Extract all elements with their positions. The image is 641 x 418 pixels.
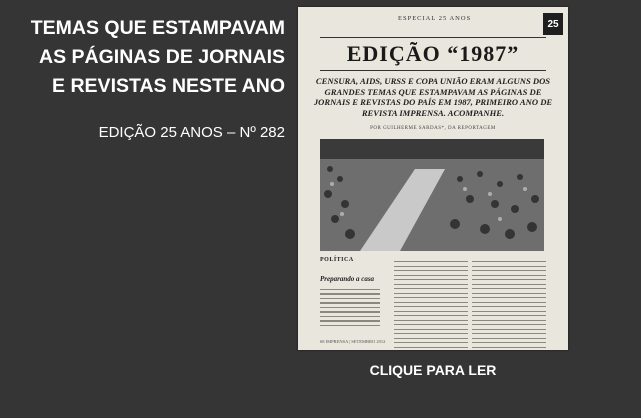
edition-label: EDIÇÃO 25 ANOS – Nº 282	[98, 124, 285, 141]
article-column-left	[320, 257, 380, 326]
article-column	[472, 258, 546, 348]
cover-byline: POR GUILHERME SARDAS*, DA REPORTAGEM	[370, 126, 496, 131]
cover-kicker: ESPECIAL 25 ANOS	[398, 15, 472, 22]
headline-line: TEMAS QUE ESTAMPAVAM	[30, 17, 285, 39]
article-column	[394, 258, 468, 348]
divider	[320, 37, 546, 38]
cover-title: EDIÇÃO “1987”	[346, 41, 520, 66]
magazine-cover-link[interactable]	[298, 7, 568, 350]
crowd-photo-image	[320, 139, 544, 251]
headline	[5, 14, 285, 101]
cover-footer: 68 IMPRENSA | SETEMBRO 2012	[320, 339, 386, 344]
section-label: POLÍTICA	[320, 257, 354, 263]
headline-line: AS PÁGINAS DE JORNAIS	[39, 46, 285, 68]
article-subhead: Preparando a casa	[320, 275, 375, 283]
logo-25-icon: 25	[543, 13, 563, 35]
crowd-photo	[320, 139, 544, 251]
divider	[320, 70, 546, 71]
read-button[interactable]: CLIQUE PARA LER	[369, 362, 497, 378]
headline-line: E REVISTAS NESTE ANO	[52, 75, 285, 97]
cover-deck: CENSURA, AIDS, URSS E COPA UNIÃO ERAM ALGUNS DOS GRANDES TEMAS QUE ESTAMPAVAM AS PÁGINAS DE JORNAIS E REVISTAS DO PAÍS EM 1987, PRIMEIRO ANO DE REVISTA IMPRENSA. ACOMPANHE.	[313, 76, 553, 118]
